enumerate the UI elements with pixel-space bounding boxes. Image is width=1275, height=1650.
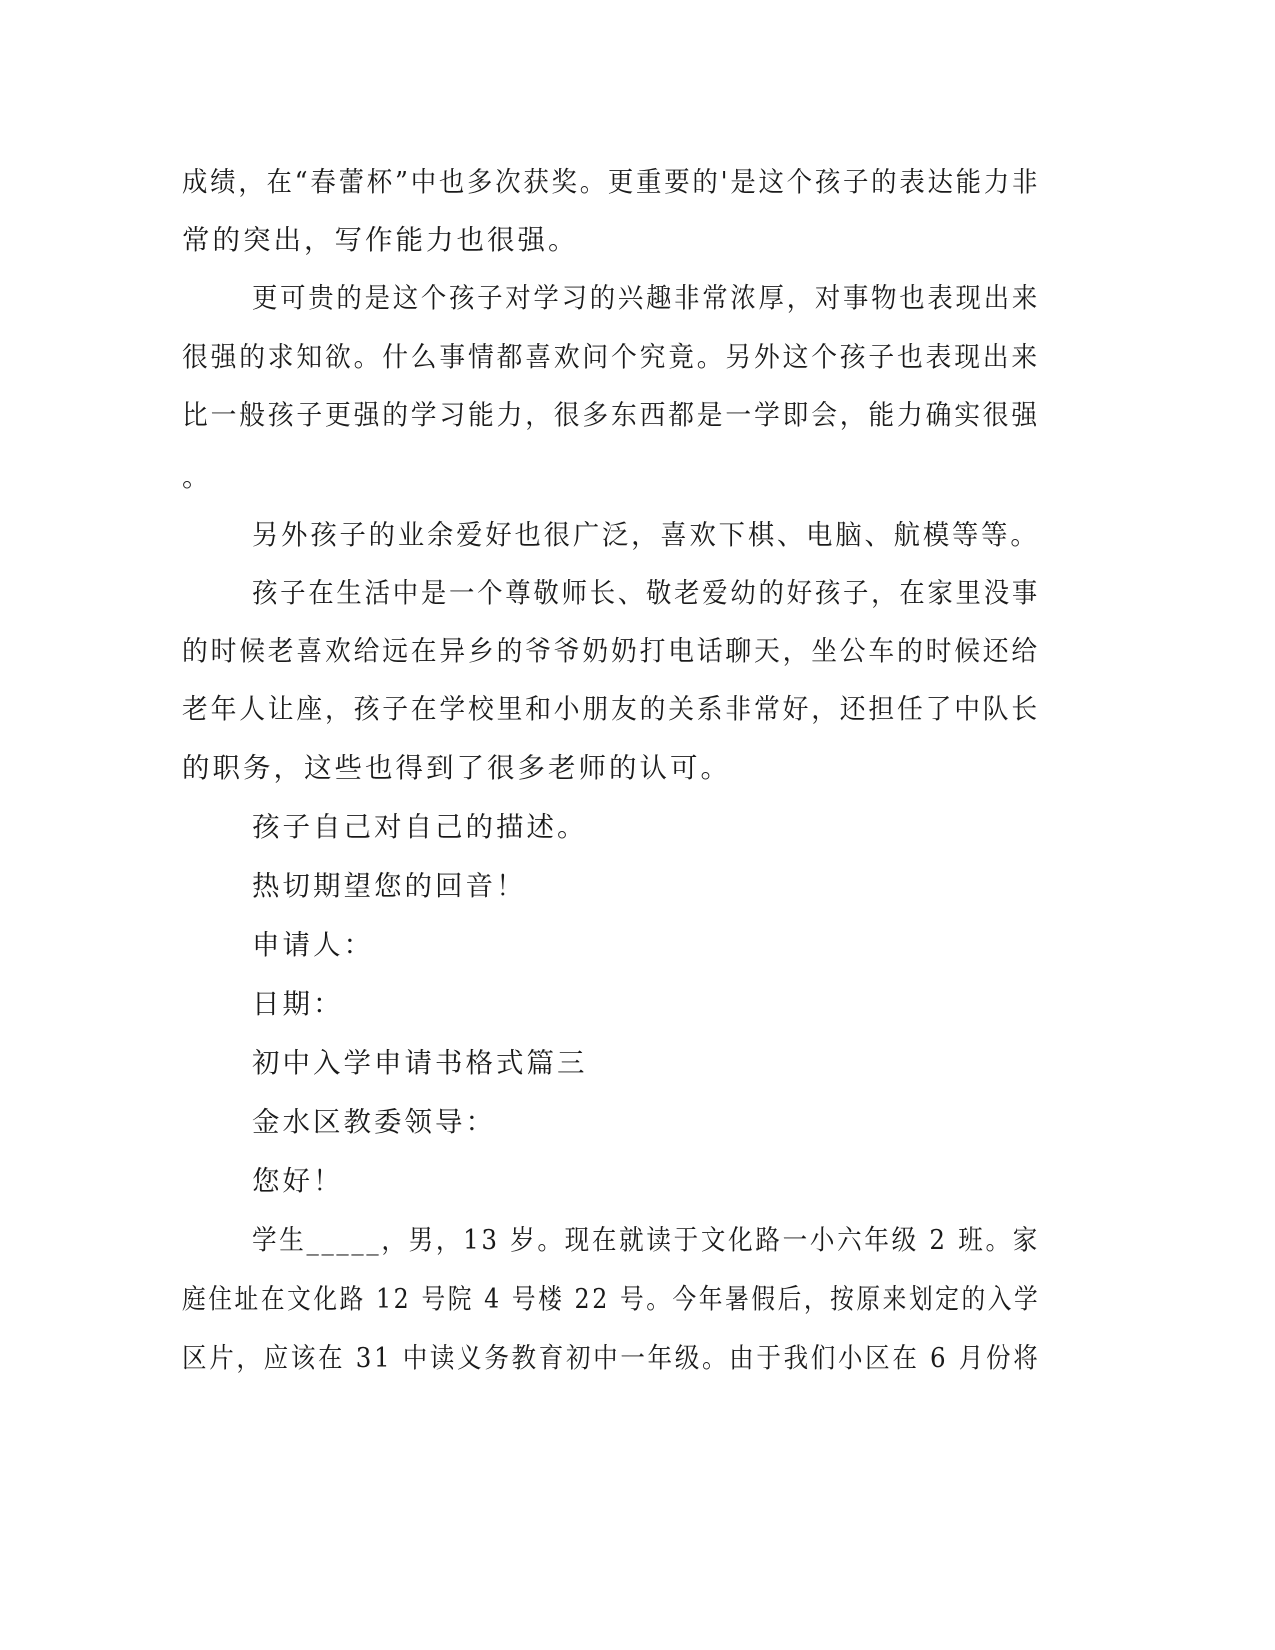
section-heading: 初中入学申请书格式篇三 (252, 1047, 588, 1079)
applicant-label: 申请人： (252, 929, 374, 961)
text-line: 比一般孩子更强的学习能力，很多东西都是一学即会，能力确实很强 (182, 399, 1040, 431)
paragraph-first-line: 孩子自己对自己的描述。 (252, 811, 588, 843)
date-label: 日期： (252, 988, 344, 1020)
text-line: 区片，应该在 31 中读义务教育初中一年级。由于我们小区在 6 月份将 (182, 1342, 1041, 1374)
text-line: 老年人让座，孩子在学校里和小朋友的关系非常好，还担任了中队长 (182, 693, 1040, 725)
text-line: 的时候老喜欢给远在异乡的爷爷奶奶打电话聊天，坐公车的时候还给 (182, 635, 1040, 667)
paragraph-first-line: 学生_____，男，13 岁。现在就读于文化路一小六年级 2 班。家 (252, 1224, 1040, 1256)
paragraph-first-line: 热切期望您的回音！ (252, 870, 527, 902)
text-line: 常的突出，写作能力也很强。 (182, 224, 579, 256)
greeting: 您好！ (252, 1165, 344, 1197)
text-line: 。 (182, 461, 213, 493)
text-line: 很强的求知欲。什么事情都喜欢问个究竟。另外这个孩子也表现出来 (182, 341, 1040, 373)
paragraph-first-line: 更可贵的是这个孩子对学习的兴趣非常浓厚，对事物也表现出来 (252, 282, 1040, 314)
text-line: 成绩，在“春蕾杯”中也多次获奖。更重要的'是这个孩子的表达能力非 (182, 166, 1041, 198)
paragraph-first-line: 孩子在生活中是一个尊敬师长、敬老爱幼的好孩子，在家里没事 (252, 577, 1040, 609)
text-line: 的职务，这些也得到了很多老师的认可。 (182, 752, 731, 784)
text-line: 庭住址在文化路 12 号院 4 号楼 22 号。今年暑假后，按原来划定的入学 (182, 1283, 1041, 1315)
salutation: 金水区教委领导： (252, 1106, 496, 1138)
paragraph-first-line: 另外孩子的业余爱好也很广泛，喜欢下棋、电脑、航模等等。 (252, 519, 1040, 551)
